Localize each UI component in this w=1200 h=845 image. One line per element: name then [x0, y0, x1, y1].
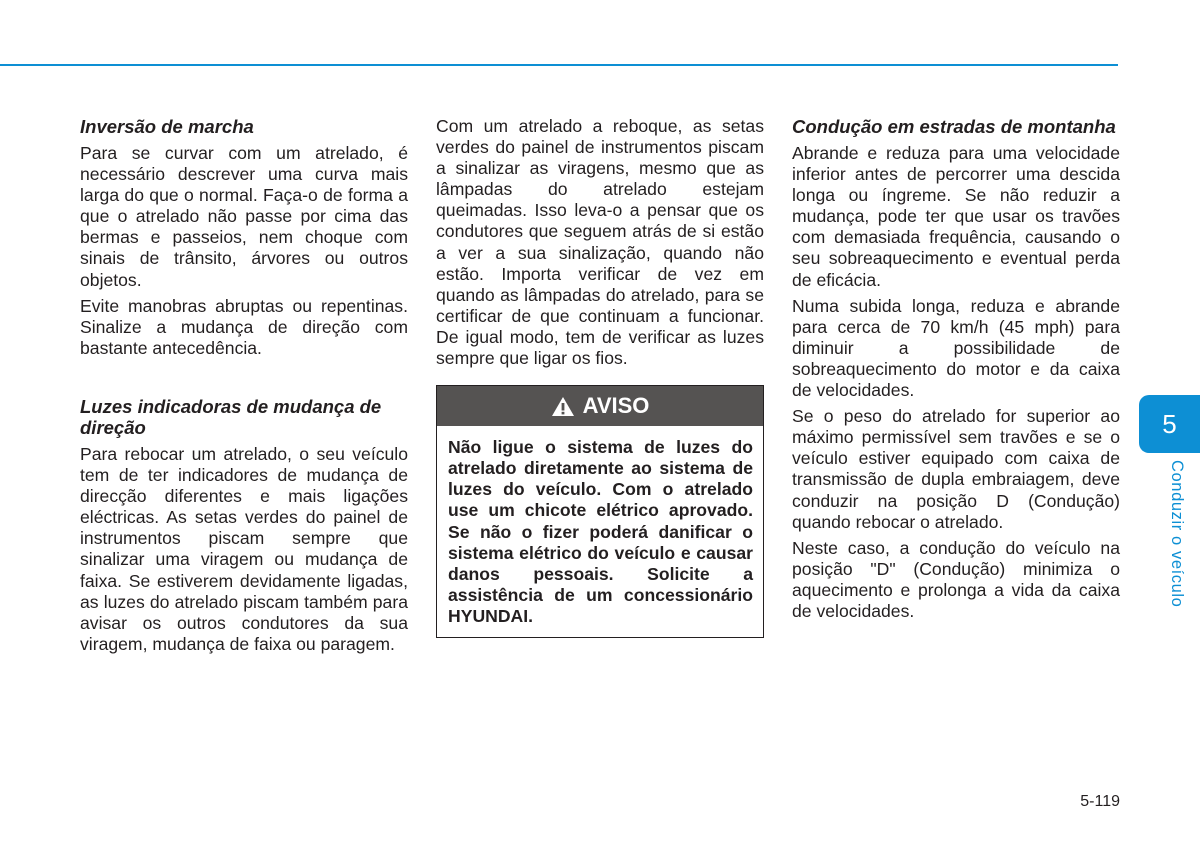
- chapter-number: 5: [1162, 408, 1177, 439]
- warning-body: Não ligue o sistema de luzes do atrelado diretamente ao sistema de luzes do veículo. Com o atrelado use um chicote elétrico aprovado. Se não o fizer poderá danificar o sistema elétrico do veículo e causar danos pessoais. Solicite a assistência de um concessionário HYUNDAI.: [448, 437, 753, 626]
- paragraph: Evite manobras abruptas ou repentinas. Sinalize a mudança de direção com bastante antecedência.: [80, 295, 408, 358]
- warning-box: [436, 385, 764, 638]
- chapter-tab: [1139, 395, 1200, 453]
- paragraph: Abrande e reduza para uma velocidade inferior antes de percorrer uma descida longa ou íngreme. Se não reduzir a mudança, pode ter que usar os travões com demasiada frequência, causando o seu sobreaquecimento e eventual perda de eficácia.: [792, 143, 1120, 290]
- paragraph: Neste caso, a condução do veículo na posição "D" (Condução) minimiza o aquecimento e prolonga a vida da caixa de velocidades.: [792, 537, 1120, 621]
- section-heading-turn-signals: Luzes indicadoras de mudança de direção: [80, 395, 382, 438]
- page-number: 5-119: [1080, 793, 1120, 810]
- top-rule: [0, 64, 1118, 66]
- paragraph: Para rebocar um atrelado, o seu veículo tem de ter indicadores de mudança de direcção diferentes e mais ligações eléctricas. As setas verdes do painel de instrumentos piscam sempre que sinalizar uma viragem ou mudança de faixa. Se estiverem devidamente ligadas, as luzes do atrelado piscam também para avisar os outros condutores da sua viragem, mudança de faixa ou paragem.: [80, 443, 408, 654]
- column-middle: [436, 116, 764, 638]
- paragraph: Para se curvar com um atrelado, é necessário descrever uma curva mais larga do que o normal. Faça-o de forma a que o atrelado não passe por cima das bermas e passeios, nem choque com sinais de trânsito, árvores ou outros objetos.: [80, 143, 408, 290]
- paragraph: Com um atrelado a reboque, as setas verdes do painel de instrumentos piscam a sinalizar as viragens, mesmo que as lâmpadas do atrelado estejam queimadas. Isso leva-o a pensar que os condutores que seguem atrás de si estão a ver a sua sinalização, quando não estão. Importa verificar de vez em quando as lâmpadas do atrelado, para se certificar de que continuam a funcionar. De igual modo, tem de verificar as luzes sempre que ligar os fios.: [436, 116, 764, 369]
- warning-triangle-icon: [551, 396, 575, 417]
- column-right: [792, 116, 1120, 627]
- section-heading-mountain-roads: Condução em estradas de montanha: [792, 116, 1116, 137]
- warning-title: AVISO: [582, 393, 650, 419]
- paragraph: Se o peso do atrelado for superior ao máximo permissível sem travões e se o veículo estiver equipado com caixa de transmissão de dupla embraiagem, deve conduzir na posição D (Condução) quando rebocar o atrelado.: [792, 406, 1120, 532]
- warning-header: [437, 386, 763, 426]
- column-left: [80, 116, 408, 660]
- chapter-title: Conduzir o veículo: [1168, 460, 1186, 608]
- paragraph: Numa subida longa, reduza e abrande para cerca de 70 km/h (45 mph) para diminuir a possibilidade de sobreaquecimento do motor e da caixa de velocidades.: [792, 295, 1120, 401]
- section-heading-reversing: Inversão de marcha: [80, 116, 254, 137]
